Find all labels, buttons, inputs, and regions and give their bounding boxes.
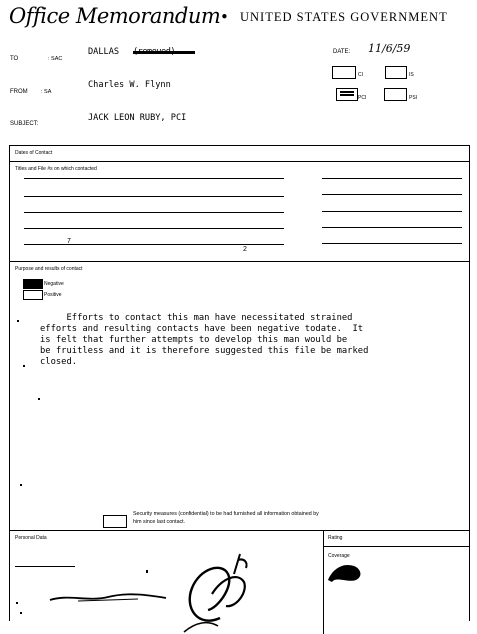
file-line-5 <box>24 244 284 245</box>
to-sac-label: : SAC <box>48 56 63 62</box>
pen-scribble <box>48 592 168 604</box>
office-memorandum-title: Office Memorandum <box>9 4 221 28</box>
personal-data-line-1 <box>15 566 75 567</box>
purpose-results-label: Purpose and results of contact <box>15 266 83 272</box>
from-sa-label: : SA <box>41 89 52 95</box>
file-line-5b <box>322 243 462 244</box>
checkbox-is[interactable] <box>385 66 407 79</box>
body-line-5: closed. <box>40 357 78 367</box>
file-line-1b <box>322 178 462 179</box>
file-line-4b <box>322 227 462 228</box>
file-mark-2: 2 <box>243 246 247 253</box>
file-mark-1: 7 <box>67 238 71 245</box>
subject-value: JACK LEON RUBY, PCI <box>88 113 187 123</box>
negative-label: Negative <box>44 281 64 287</box>
government-heading: UNITED STATES GOVERNMENT <box>240 10 448 24</box>
margin-speck <box>17 320 19 322</box>
checkbox-pci-label: PCI <box>358 95 367 101</box>
rating-label: Rating <box>328 535 343 541</box>
date-value: 11/6/59 <box>368 42 411 55</box>
checkbox-is-label: IS <box>409 72 414 78</box>
negative-checkbox[interactable] <box>23 279 43 289</box>
to-value: DALLAS <box>88 47 120 57</box>
date-label: DATE: <box>333 49 351 55</box>
coverage-label: Coverage <box>328 553 350 559</box>
file-line-3b <box>322 211 462 212</box>
checkbox-pci[interactable] <box>336 88 358 101</box>
ink-smudge <box>326 556 366 584</box>
body-line-4: be fruitless and it is therefore suggested this file be marked <box>40 346 369 356</box>
security-divider <box>9 530 469 531</box>
checkbox-psi-label: PSI <box>409 95 418 101</box>
positive-label: Positive <box>44 292 62 298</box>
file-line-1 <box>24 178 284 179</box>
from-label: FROM <box>10 89 28 95</box>
dates-row-divider <box>9 161 469 162</box>
checkbox-pci-check-mark-2 <box>340 94 354 96</box>
security-note-line-1: Security measures (confidential) to be had furnished all information obtained by <box>133 511 319 517</box>
file-line-2 <box>24 196 284 197</box>
handwritten-initials-signature <box>178 548 258 634</box>
personal-data-label: Personal Data <box>15 535 47 541</box>
margin-speck <box>20 484 22 486</box>
security-checkbox[interactable] <box>103 515 127 528</box>
from-value: Charles W. Flynn <box>88 80 171 90</box>
to-strike-out <box>133 51 195 54</box>
security-note-line-2: him since last contact. <box>133 519 186 525</box>
bottom-speck <box>16 602 18 604</box>
to-label: TO <box>10 56 19 62</box>
body-line-2: efforts and resulting contacts have been negative todate. It <box>40 324 364 334</box>
rating-divider <box>323 546 469 547</box>
dates-of-contact-label: Dates of Contact <box>15 150 53 156</box>
body-line-1: Efforts to contact this man have necessitated strained <box>40 313 353 323</box>
subject-label: SUBJECT: <box>10 121 39 127</box>
titles-section-divider <box>9 261 469 262</box>
checkbox-ci-label: CI <box>358 72 363 78</box>
titles-files-label: Titles and File #s on which contacted <box>15 166 97 172</box>
checkbox-psi[interactable] <box>384 88 407 101</box>
header-bullet: • <box>220 8 229 26</box>
checkbox-ci[interactable] <box>332 66 356 79</box>
margin-speck <box>38 398 40 400</box>
bottom-speck <box>20 612 22 614</box>
memo-body <box>40 313 460 368</box>
bottom-speck <box>146 570 148 573</box>
margin-speck <box>23 365 25 367</box>
body-line-3: is felt that further attempts to develop this man would be <box>40 335 348 345</box>
checkbox-pci-check-mark <box>340 91 354 93</box>
file-line-3 <box>24 212 284 213</box>
file-line-4 <box>24 228 284 229</box>
positive-checkbox[interactable] <box>23 290 43 300</box>
file-line-2b <box>322 194 462 195</box>
